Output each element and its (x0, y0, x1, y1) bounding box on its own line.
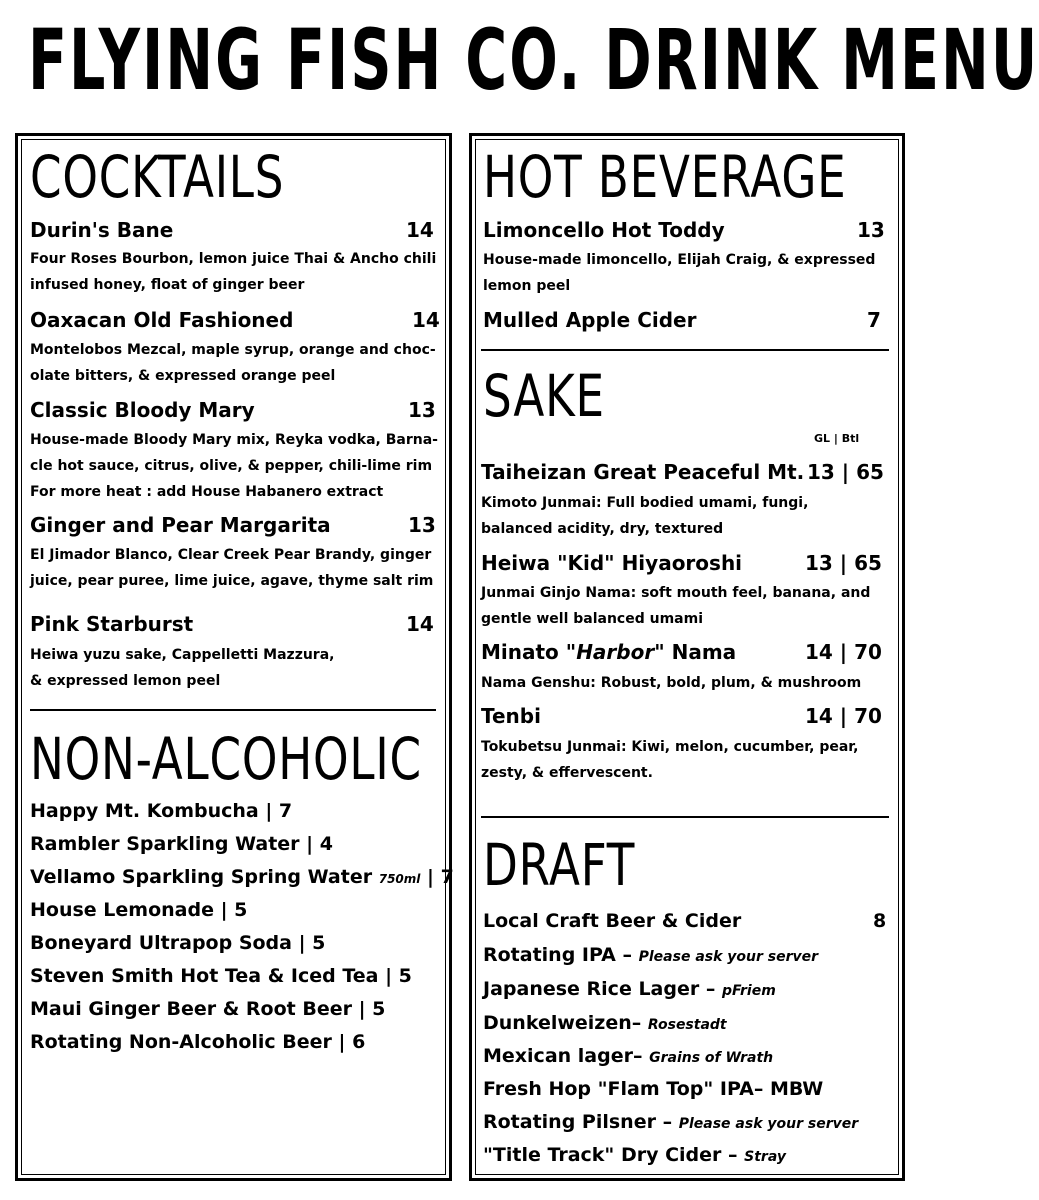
non-alcoholic-item: Rambler Sparkling Water | 4 (30, 833, 333, 855)
item-price: 14 (406, 218, 434, 242)
item-name-italic: Harbor (576, 640, 655, 664)
item-description: & expressed lemon peel (30, 673, 221, 689)
item-price: 13 (408, 398, 436, 422)
item-description: gentle well balanced umami (481, 611, 704, 627)
draft-item (483, 1077, 823, 1101)
item-name: Dunkelweizen– (483, 1012, 642, 1034)
item-price: 13 | 65 (805, 551, 882, 575)
item-description: Heiwa yuzu sake, Cappelletti Mazzura, (30, 647, 335, 663)
item-description: balanced acidity, dry, textured (481, 521, 724, 537)
item-name: Fresh Hop "Flam Top" IPA– MBW (483, 1078, 824, 1100)
item-note: Please ask your server (678, 1116, 859, 1132)
draft-heading: DRAFT (483, 831, 636, 899)
item-price: 14 | 70 (805, 640, 882, 664)
item-price: 7 (867, 308, 881, 332)
draft-item (483, 1011, 727, 1037)
item-name: Tenbi (481, 704, 541, 728)
item-description: zesty, & effervescent. (481, 765, 653, 781)
item-note: Rosestadt (647, 1017, 727, 1033)
item-description: Tokubetsu Junmai: Kiwi, melon, cucumber, pear, (481, 739, 859, 755)
hot-beverage-heading: HOT BEVERAGE (483, 143, 847, 211)
sake-heading: SAKE (483, 362, 605, 430)
item-description: House-made Bloody Mary mix, Reyka vodka, Barna- (30, 432, 438, 448)
cocktails-heading: COCKTAILS (30, 143, 285, 211)
non-alcoholic-item (30, 865, 454, 891)
item-description: House-made limoncello, Elijah Craig, & expressed (483, 252, 876, 268)
item-name: Mulled Apple Cider (483, 308, 697, 332)
item-note: Please ask your server (638, 949, 819, 965)
item-name: Local Craft Beer & Cider (483, 910, 742, 932)
item-description: lemon peel (483, 278, 571, 294)
item-name: Vellamo Sparkling Spring Water (30, 866, 373, 888)
item-description: Kimoto Junmai: Full bodied umami, fungi, (481, 495, 809, 511)
item-description: For more heat : add House Habanero extract (30, 484, 384, 500)
draft-item (483, 909, 887, 933)
section-divider (481, 816, 889, 818)
item-name: Mexican lager– (483, 1045, 643, 1067)
item-name: Rotating Pilsner – (483, 1111, 673, 1133)
item-price: 13 (408, 513, 436, 537)
item-volume: 750ml (378, 872, 421, 886)
item-description: Nama Genshu: Robust, bold, plum, & mushroom (481, 675, 862, 691)
draft-item (483, 1110, 858, 1136)
item-name: Limoncello Hot Toddy (483, 218, 725, 242)
item-name: "Title Track" Dry Cider – (483, 1144, 738, 1166)
item-price: 14 | 70 (805, 704, 882, 728)
item-name: Minato "Harbor" Nama (481, 640, 737, 664)
item-description: Junmai Ginjo Nama: soft mouth feel, banana, and (481, 585, 871, 601)
item-price: | 7 (427, 866, 454, 888)
item-price: 13 (857, 218, 885, 242)
non-alcoholic-item: Maui Ginger Beer & Root Beer | 5 (30, 998, 386, 1020)
item-name: Ginger and Pear Margarita (30, 513, 331, 537)
item-description: El Jimador Blanco, Clear Creek Pear Brandy, ginger (30, 547, 432, 563)
item-name: Durin's Bane (30, 218, 174, 242)
draft-item (483, 1143, 786, 1169)
non-alcoholic-item: House Lemonade | 5 (30, 899, 248, 921)
non-alcoholic-heading: NON-ALCOHOLIC (30, 725, 422, 793)
item-name: Oaxacan Old Fashioned (30, 308, 294, 332)
section-divider (481, 349, 889, 351)
non-alcoholic-item: Rotating Non-Alcoholic Beer | 6 (30, 1031, 366, 1053)
non-alcoholic-item: Steven Smith Hot Tea & Iced Tea | 5 (30, 965, 412, 987)
draft-item (483, 943, 818, 969)
draft-item (483, 1044, 773, 1070)
glass-bottle-label: GL | Btl (814, 432, 860, 445)
item-name: Japanese Rice Lager – (483, 978, 716, 1000)
item-description: infused honey, float of ginger beer (30, 277, 305, 293)
item-name: Pink Starburst (30, 612, 194, 636)
item-description: juice, pear puree, lime juice, agave, thyme salt rim (30, 573, 434, 589)
item-price: 14 (412, 308, 440, 332)
item-note: Stray (744, 1149, 786, 1165)
item-name: Rotating IPA – (483, 944, 632, 966)
item-name: Heiwa "Kid" Hiyaoroshi (481, 551, 743, 575)
item-description: Four Roses Bourbon, lemon juice Thai & Ancho chili (30, 251, 437, 267)
non-alcoholic-item: Boneyard Ultrapop Soda | 5 (30, 932, 326, 954)
draft-item (483, 977, 776, 1003)
item-name: Taiheizan Great Peaceful Mt. (481, 460, 805, 484)
item-description: Montelobos Mezcal, maple syrup, orange and choc- (30, 342, 436, 358)
non-alcoholic-item: Happy Mt. Kombucha | 7 (30, 800, 293, 822)
item-note: pFriem (721, 983, 776, 999)
item-price: 14 (406, 612, 434, 636)
item-price: 13 | 65 (807, 460, 884, 484)
item-description: olate bitters, & expressed orange peel (30, 368, 336, 384)
item-note: Grains of Wrath (649, 1050, 774, 1066)
menu-title: FLYING FISH CO. DRINK MENU (28, 11, 1039, 109)
item-name: Classic Bloody Mary (30, 398, 255, 422)
item-description: cle hot sauce, citrus, olive, & pepper, chili-lime rim (30, 458, 433, 474)
section-divider (30, 709, 436, 711)
item-price: 8 (873, 910, 887, 932)
